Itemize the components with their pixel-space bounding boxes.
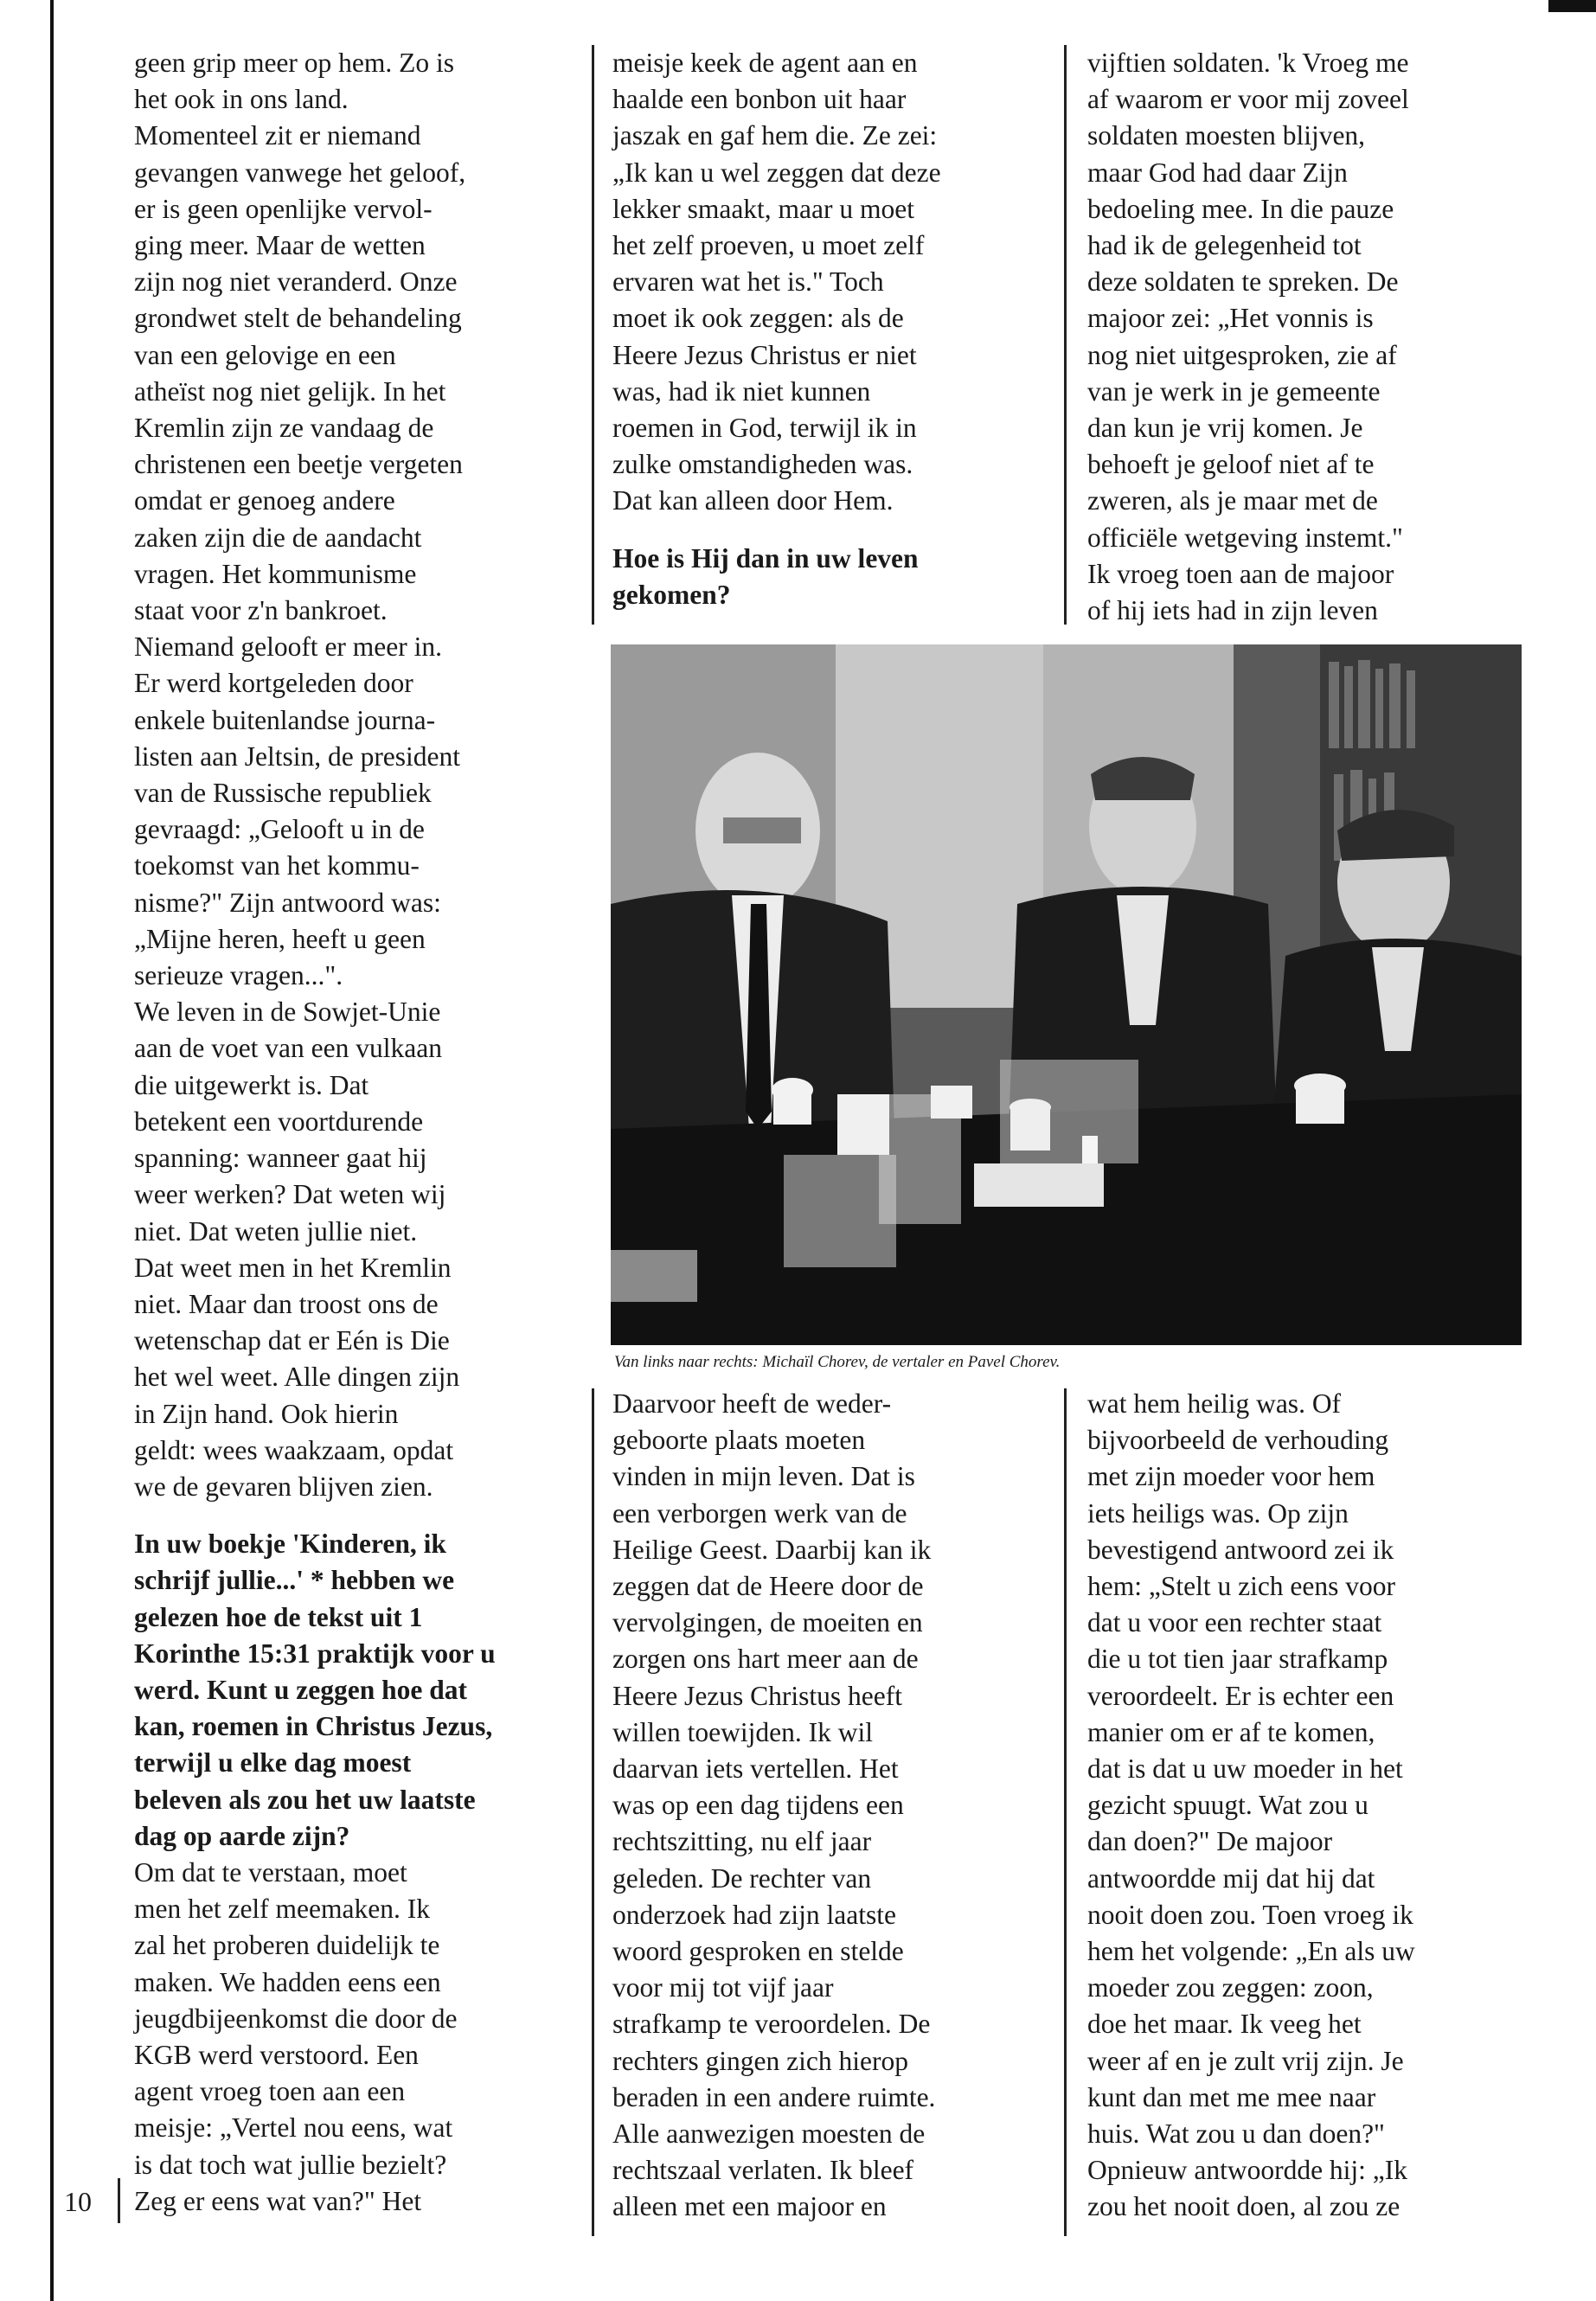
- column-middle-text-1: meisje keek de agent aan en haalde een bonbon uit haar jaszak en gaf hem die. Ze zei: „Ik kan u wel zeggen dat deze lekker smaakt, maar u moet het zelf proeven, u moet zelf ervaren wat het is." Toch moet ik ook zeggen: als de Heere Jezus Christus er niet was, had ik niet kunnen roemen in God, terwijl ik in zulke omstandigheden was. Dat kan alleen door Hem.: [612, 48, 941, 516]
- scan-corner-mark: [1548, 0, 1596, 12]
- column-right-text-1: vijftien soldaten. 'k Vroeg me af waarom er voor mij zoveel soldaten moesten blijven, maar God had daar Zijn bedoeling mee. In die pauze had ik de gelegenheid tot deze soldaten te spreken. De majoor zei: „Het vonnis is nog niet uitgesproken, zie af van je werk in je gemeente dan kun je vrij komen. Je behoeft je geloof niet af te zweren, als je maar met de officiële wetgeving instemt." Ik vroeg toen aan de majoor of hij iets had in zijn leven: [1087, 48, 1409, 626]
- column-right-bottom: [1087, 1386, 1537, 2226]
- page-edge-rule: [50, 0, 54, 2301]
- column-left-text-2: Om dat te verstaan, moet men het zelf meemaken. Ik zal het proberen duidelijk te maken. We hadden eens een jeugdbijeenkomst die door de KGB werd verstoord. Een agent vroeg toen aan een meisje: „Vertel nou eens, wat is dat toch wat jullie bezielt? Zeg er eens wat van?" Het: [134, 1856, 458, 2216]
- column-left: [134, 45, 567, 2220]
- column-right-text-2: wat hem heilig was. Of bijvoorbeeld de verhouding met zijn moeder voor hem iets heiligs was. Op zijn bevestigend antwoord zei ik hem: „Stelt u zich eens voor dat u voor een rechter staat die u tot tien jaar strafkamp veroordeelt. Er is echter een manier om er af te komen, dat is dat u uw moeder in het gezicht spuugt. Wat zou u dan doen?" De majoor antwoordde mij dat hij dat nooit doen zou. Toen vroeg ik hem het volgende: „En als uw moeder zou zeggen: zoon, doe het maar. Ik veeg het weer af en je zult vrij zijn. Je kunt dan met me mee naar huis. Wat zou u dan doen?" Opnieuw antwoordde hij: „Ik zou het nooit doen, al zou ze: [1087, 1388, 1415, 2222]
- column-rule-4: [1064, 1388, 1067, 2236]
- column-right-top: [1087, 45, 1529, 629]
- column-middle-text-2: Daarvoor heeft de weder- geboorte plaats moeten vinden in mijn leven. Dat is een verborgen werk van de Heilige Geest. Daarbij kan ik zeggen dat de Heere door de vervolgingen, de moeiten en zorgen ons hart meer aan de Heere Jezus Christus heeft willen toewijden. Ik wil daarvan iets vertellen. Het was op een dag tijdens een rechtszitting, nu elf jaar geleden. De rechter van onderzoek had zijn laatste woord gesproken en stelde voor mij tot vijf jaar strafkamp te veroordelen. De rechters gingen zich hierop beraden in een andere ruimte. Alle aanwezigen moesten de rechtszaal verlaten. Ik bleef alleen met een majoor en: [612, 1388, 936, 2222]
- interview-question-2: Hoe is Hij dan in uw leven gekomen?: [612, 542, 919, 610]
- page-number-rule: [118, 2178, 120, 2223]
- column-rule-3: [592, 1388, 594, 2236]
- column-middle-bottom: [612, 1386, 1054, 2226]
- column-rule-1: [592, 45, 594, 625]
- column-rule-2: [1064, 45, 1067, 625]
- page-number: 10: [64, 2186, 92, 2217]
- scan-margin: [0, 0, 50, 2301]
- interview-question-1: In uw boekje 'Kinderen, ik schrijf jullie...' * hebben we gelezen hoe de tekst uit 1 Korinthe 15:31 praktijk voor u werd. Kunt u zeggen hoe dat kan, roemen in Christus Jezus, terwijl u elke dag moest beleven als zou het uw laatste dag op aarde zijn?: [134, 1529, 496, 1851]
- column-middle-top: [612, 45, 1045, 613]
- interview-photo: [611, 644, 1522, 1345]
- column-left-text-1: geen grip meer op hem. Zo is het ook in ons land. Momenteel zit er niemand gevangen vanwege het geloof, er is geen openlijke vervol- ging meer. Maar de wetten zijn nog niet veranderd. Onze grondwet stelt de behandeling van een gelovige en een atheïst nog niet gelijk. In het Kremlin zijn ze vandaag de christenen een beetje vergeten omdat er genoeg andere zaken zijn die de aandacht vragen. Het kommunisme staat voor z'n bankroet. Niemand gelooft er meer in. Er werd kortgeleden door enkele buitenlandse journa- listen aan Jeltsin, de president van de Russische republiek gevraagd: „Gelooft u in de toekomst van het kommu- nisme?" Zijn antwoord was: „Mijne heren, heeft u geen serieuze vragen...". We leven in de Sowjet-Unie aan de voet van een vulkaan die uitgewerkt is. Dat betekent een voortdurende spanning: wanneer gaat hij weer werken? Dat weten wij niet. Dat weten jullie niet. Dat weet men in het Kremlin niet. Maar dan troost ons de wetenschap dat er Eén is Die het wel weet. Alle dingen zijn in Zijn hand. Ook hierin geldt: wees waakzaam, opdat we de gevaren blijven zien.: [134, 48, 466, 1502]
- photo-caption: Van links naar rechts: Michaïl Chorev, de vertaler en Pavel Chorev.: [614, 1353, 1061, 1371]
